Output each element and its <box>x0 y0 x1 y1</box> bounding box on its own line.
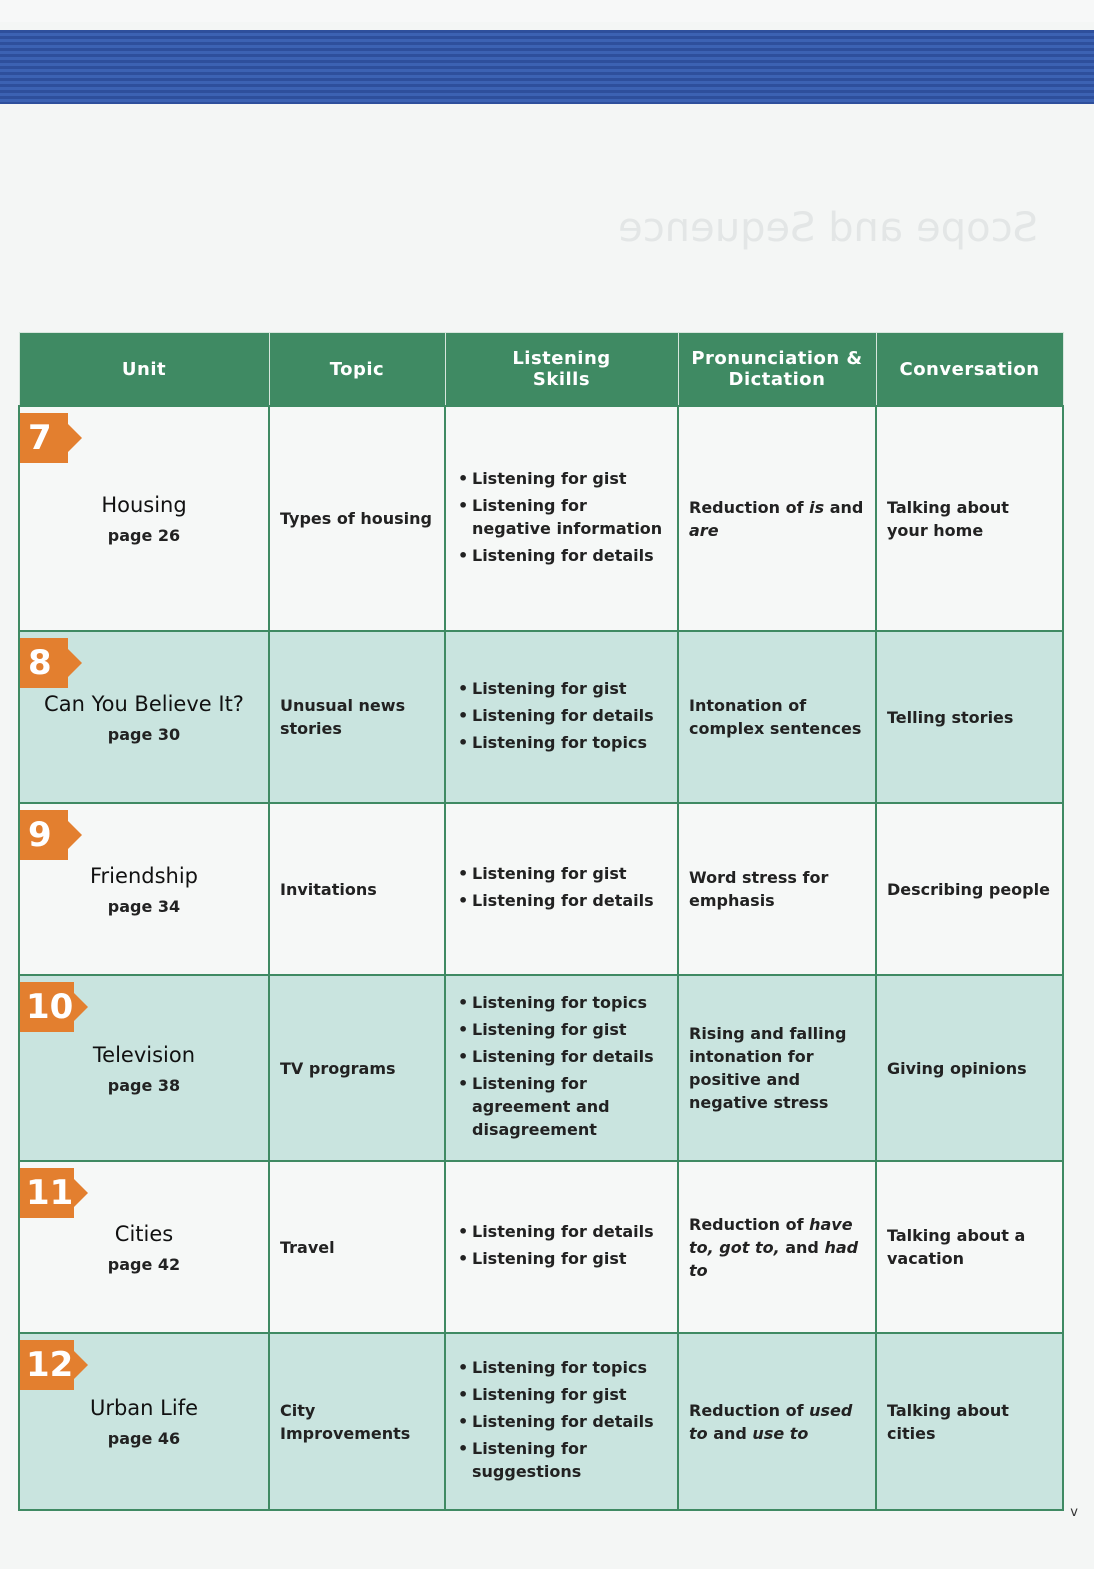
conversation-cell <box>876 1161 1063 1333</box>
conversation-cell <box>876 803 1063 975</box>
skill-item: • Listening for details <box>456 704 667 727</box>
topic-cell <box>269 1161 445 1333</box>
skill-item: • Listening for gist <box>456 1383 667 1406</box>
unit-title: Television <box>92 1042 196 1067</box>
unit-number-badge: 12 <box>20 1340 74 1390</box>
listening-skills-cell <box>445 975 678 1161</box>
unit-cell <box>19 1161 269 1333</box>
listening-skills-cell <box>445 631 678 803</box>
scope-and-sequence-table <box>18 332 1064 1511</box>
header-banner <box>0 30 1094 104</box>
topic-cell <box>269 406 445 631</box>
skill-item: • Listening for gist <box>456 467 667 490</box>
unit-row <box>19 406 1063 631</box>
pronunciation-cell <box>678 1333 876 1510</box>
unit-page: page 38 <box>107 1075 181 1095</box>
skill-item: • Listening for details <box>456 544 667 567</box>
listening-skills-cell <box>445 1161 678 1333</box>
unit-number-badge: 10 <box>20 982 74 1032</box>
conversation-text: Describing people <box>887 879 1050 899</box>
pronunciation-segment: Reduction of <box>689 1214 810 1234</box>
unit-title: Housing <box>101 493 187 517</box>
pronunciation-segment: have to, got to, <box>689 1214 853 1257</box>
topic-cell <box>269 803 445 975</box>
skill-item: • Listening for topics <box>456 991 667 1014</box>
conversation-text: Giving opinions <box>887 1058 1027 1078</box>
skill-item: • Listening for details <box>456 1045 667 1068</box>
skills-list <box>456 991 667 1141</box>
conversation-text: Telling stories <box>887 707 1014 727</box>
skill-item: • Listening for agreement and disagreement <box>456 1072 667 1141</box>
header-pronunciation <box>678 333 876 407</box>
conversation-cell <box>876 406 1063 631</box>
skill-item: • Listening for gist <box>456 862 667 885</box>
header-topic: Topic <box>269 333 445 407</box>
skill-item: • Listening for gist <box>456 677 667 700</box>
header-conversation: Conversation <box>876 333 1063 407</box>
pronunciation-segment: used to <box>689 1400 853 1443</box>
unit-row <box>19 803 1063 975</box>
pronunciation-segment: and <box>824 497 864 517</box>
pronunciation-segment: and <box>707 1423 753 1443</box>
pronunciation-segment: Rising and falling intonation for positive and negative stress <box>689 1024 847 1112</box>
pronunciation-cell <box>678 631 876 803</box>
conversation-text: Talking about a vacation <box>887 1226 1026 1268</box>
unit-row <box>19 975 1063 1161</box>
skill-item: • Listening for topics <box>456 1356 667 1379</box>
pronunciation-cell <box>678 803 876 975</box>
skill-item: • Listening for details <box>456 889 667 912</box>
pronunciation-segment: Reduction of <box>689 497 810 517</box>
pronunciation-segment: are <box>689 520 719 540</box>
page-number: v <box>1070 1505 1078 1520</box>
header-unit: Unit <box>19 333 269 407</box>
unit-page: page 46 <box>107 1429 181 1448</box>
pronunciation-segment: Word stress for emphasis <box>689 868 829 910</box>
topic-text: Types of housing <box>280 509 432 528</box>
unit-number-badge: 9 <box>20 810 68 860</box>
unit-number-badge: 11 <box>20 1168 74 1218</box>
unit-cell <box>19 1333 269 1510</box>
unit-cell <box>19 975 269 1161</box>
listening-skills-cell <box>445 406 678 631</box>
top-band <box>0 0 1094 22</box>
unit-page: page 34 <box>107 896 181 916</box>
topic-text: City Improvements <box>280 1400 411 1443</box>
skill-item: • Listening for topics <box>456 731 667 754</box>
unit-cell <box>19 406 269 631</box>
conversation-text: Talking about your home <box>887 497 1009 540</box>
unit-page: page 30 <box>107 724 181 744</box>
skills-list <box>456 677 667 754</box>
pronunciation-segment: Reduction of <box>689 1400 810 1420</box>
pronunciation-cell <box>678 406 876 631</box>
skill-item: • Listening for details <box>456 1410 667 1433</box>
topic-text: Invitations <box>280 879 377 899</box>
pronunciation-cell <box>678 1161 876 1333</box>
listening-skills-cell <box>445 1333 678 1510</box>
pronunciation-segment: is <box>809 497 825 517</box>
pronunciation-segment: Intonation of complex sentences <box>689 696 862 738</box>
topic-text: TV programs <box>280 1058 396 1078</box>
unit-number-badge: 8 <box>20 638 68 688</box>
conversation-cell <box>876 975 1063 1161</box>
topic-cell <box>269 1333 445 1510</box>
skills-list <box>456 1220 667 1270</box>
header-pronunciation-label: Pronunciation & Dictation <box>691 348 863 390</box>
unit-title: Cities <box>114 1221 174 1246</box>
unit-cell <box>19 631 269 803</box>
unit-row <box>19 1161 1063 1333</box>
skills-list <box>456 862 667 912</box>
unit-title: Friendship <box>90 863 198 888</box>
conversation-cell <box>876 631 1063 803</box>
unit-cell <box>19 803 269 975</box>
header-listening-skills <box>445 333 678 407</box>
table-header-row <box>19 333 1063 407</box>
unit-title: Urban Life <box>89 1396 199 1420</box>
listening-skills-cell <box>445 803 678 975</box>
pronunciation-segment: had to <box>689 1237 859 1280</box>
skill-item: • Listening for details <box>456 1220 667 1243</box>
conversation-text: Talking about cities <box>887 1400 1009 1443</box>
skills-list <box>456 1356 667 1483</box>
unit-number-badge: 7 <box>20 413 68 463</box>
skill-item: • Listening for negative information <box>456 494 667 540</box>
topic-cell <box>269 975 445 1161</box>
header-listening-label: Listening Skills <box>512 348 611 390</box>
topic-text: Unusual news stories <box>280 696 406 738</box>
unit-row <box>19 631 1063 803</box>
skill-item: • Listening for suggestions <box>456 1437 667 1483</box>
ghost-title: Scope and Sequence <box>618 205 1038 251</box>
pronunciation-cell <box>678 975 876 1161</box>
skill-item: • Listening for gist <box>456 1018 667 1041</box>
pronunciation-segment: use to <box>752 1423 809 1443</box>
topic-text: Travel <box>280 1237 335 1257</box>
skill-item: • Listening for gist <box>456 1247 667 1270</box>
pronunciation-segment: and <box>779 1237 825 1257</box>
conversation-cell <box>876 1333 1063 1510</box>
unit-page: page 42 <box>107 1254 181 1274</box>
skills-list <box>456 467 667 567</box>
unit-page: page 26 <box>107 526 181 545</box>
unit-title: Can You Believe It? <box>44 691 244 716</box>
topic-cell <box>269 631 445 803</box>
unit-row <box>19 1333 1063 1510</box>
